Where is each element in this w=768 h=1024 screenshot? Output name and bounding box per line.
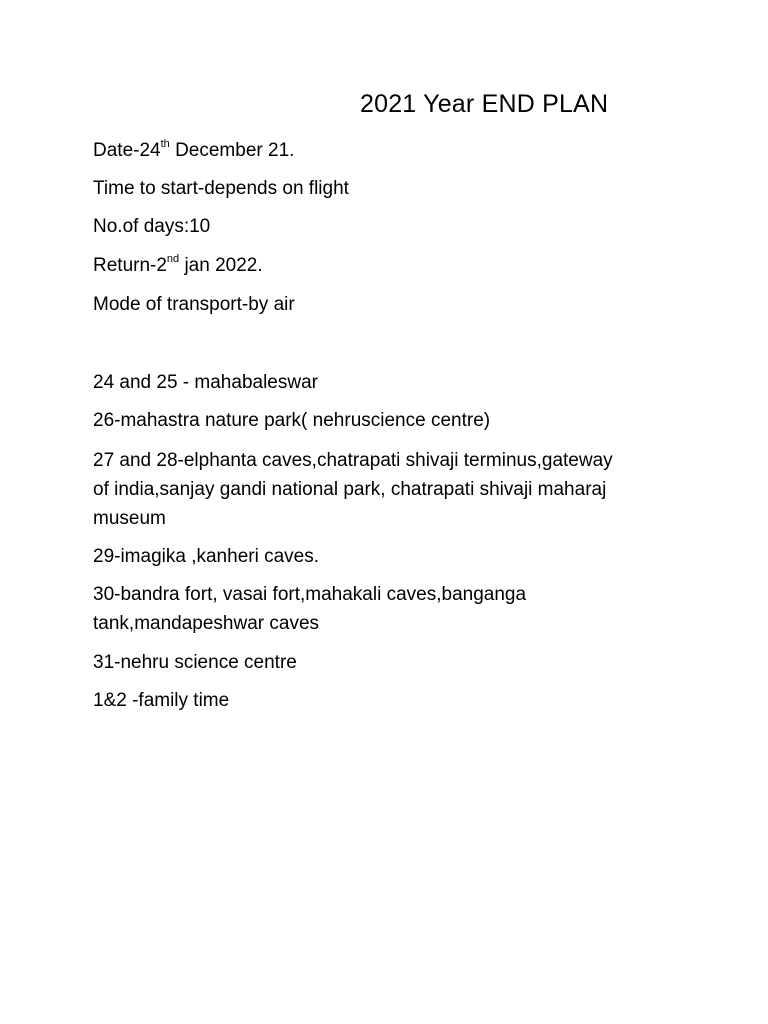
page-title: 2021 Year END PLAN (360, 90, 609, 118)
return-line (93, 251, 263, 280)
return-prefix: Return-2 (93, 255, 167, 276)
transport-line: Mode of transport-by air (93, 294, 295, 315)
itinerary-item: 31-nehru science centre (93, 652, 297, 673)
date-line (93, 136, 294, 165)
days-line: No.of days:10 (93, 216, 211, 237)
return-superscript: nd (166, 253, 180, 265)
itinerary-item: 26-mahastra nature park( nehruscience centre) (93, 410, 491, 431)
itinerary-item: 1&2 -family time (93, 690, 230, 711)
return-suffix: jan 2022. (179, 255, 263, 276)
start-time-line: Time to start-depends on flight (93, 178, 349, 199)
date-prefix: Date-24 (93, 140, 161, 161)
itinerary-item: 29-imagika ,kanheri caves. (93, 546, 319, 567)
itinerary-item: 27 and 28-elphanta caves,chatrapati shivaji terminus,gateway of india,sanjay gandi national park, chatrapati shivaji maharaj museum (93, 450, 613, 529)
date-superscript: th (160, 138, 170, 150)
date-suffix: December 21. (169, 140, 295, 161)
itinerary-item: 30-bandra fort, vasai fort,mahakali caves,banganga tank,mandapeshwar caves (93, 584, 527, 634)
itinerary-item: 24 and 25 - mahabaleswar (93, 372, 318, 393)
